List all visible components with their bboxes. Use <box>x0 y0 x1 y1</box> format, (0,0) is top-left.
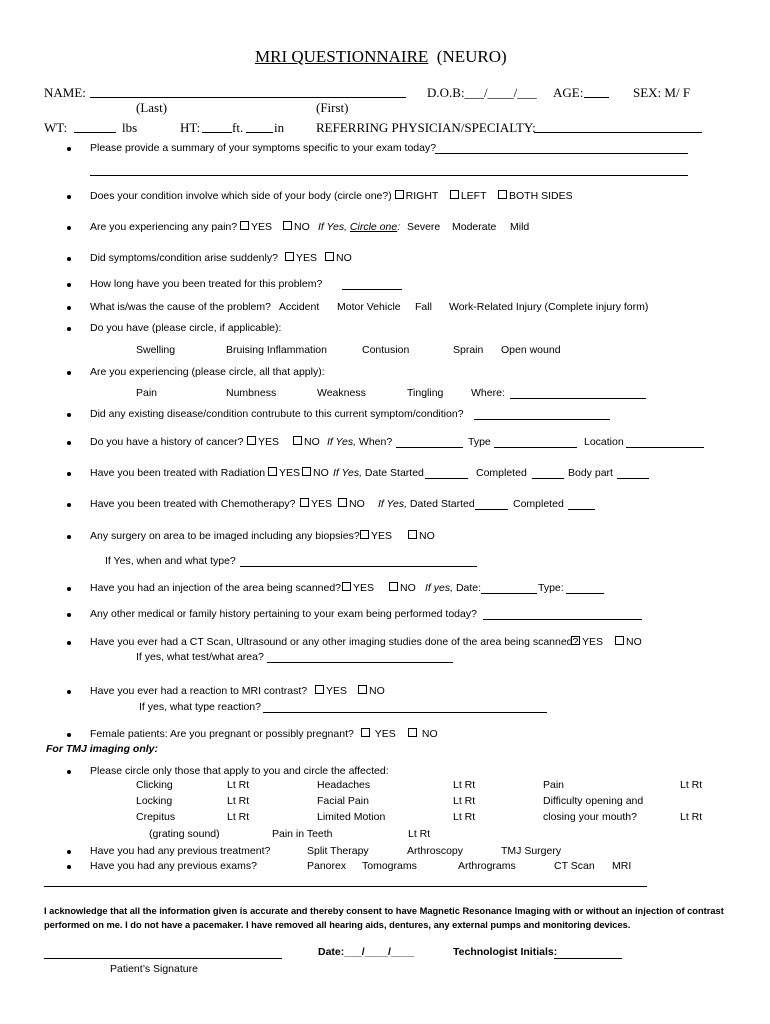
radiation-yes[interactable] <box>268 467 300 479</box>
cancer-location-field[interactable] <box>626 447 704 448</box>
history-question: Any other medical or family history pertaining to your exam being performed today? <box>90 608 477 620</box>
bullet <box>67 195 71 199</box>
tmj-closing-side[interactable]: Lt Rt <box>680 811 703 823</box>
sudden-question: Did symptoms/condition arise suddenly? <box>90 252 278 264</box>
radiation-completed-field[interactable] <box>532 478 564 479</box>
title-suffix: (NEURO) <box>436 47 507 66</box>
ct-question: Have you ever had a CT Scan, Ultrasound or any other imaging studies done of the area being scanned? <box>90 636 579 648</box>
contrast-what-label: If yes, what type reaction? <box>139 701 261 713</box>
prev-exams-question: Have you had any previous exams? <box>90 860 257 872</box>
exam-ct-scan[interactable]: CT Scan <box>554 860 595 872</box>
radiation-yes-checkbox[interactable] <box>268 467 277 476</box>
first-name-caption: (First) <box>316 100 349 115</box>
have-sprain[interactable]: Sprain <box>453 344 484 356</box>
contrast-no-label: NO <box>369 685 385 697</box>
bullet <box>67 865 71 869</box>
have-question: Do you have (please circle, if applicable): <box>90 322 282 334</box>
chemo-yes[interactable] <box>300 498 332 510</box>
tmj-heading: For TMJ imaging only: <box>46 743 158 755</box>
tmj-pain[interactable]: Pain <box>543 779 565 791</box>
sudden-no-label: NO <box>336 252 352 264</box>
surgery-yes-label: YES <box>371 530 393 542</box>
how-long-question: How long have you been treated for this problem? <box>90 278 323 290</box>
have-open-wound[interactable]: Open wound <box>501 344 561 356</box>
have-swelling[interactable]: Swelling <box>136 344 176 356</box>
left-label: LEFT <box>460 190 487 202</box>
cause-question: What is/was the cause of the problem? <box>90 301 271 313</box>
bullet <box>67 690 71 694</box>
injection-yes[interactable] <box>342 582 374 594</box>
referring-label: REFERRING PHYSICIAN/SPECIALTY: <box>316 120 536 135</box>
radiation-no-checkbox[interactable] <box>302 467 311 476</box>
surgery-yes[interactable] <box>360 530 392 542</box>
surgery-no-checkbox[interactable] <box>408 530 417 539</box>
bullet <box>67 472 71 476</box>
tmj-clicking-side[interactable]: Lt Rt <box>227 779 250 791</box>
bullet <box>67 371 71 375</box>
injection-yes-label: YES <box>353 582 375 594</box>
ct-yes[interactable] <box>571 636 603 648</box>
cause-motor-vehicle[interactable]: Motor Vehicle <box>337 301 401 313</box>
pain-moderate[interactable]: Moderate <box>452 221 497 233</box>
injection-no-label: NO <box>400 582 416 594</box>
sudden-no[interactable] <box>325 252 352 264</box>
treat-arthroscopy[interactable]: Arthroscopy <box>407 845 464 857</box>
age-field[interactable] <box>584 97 609 98</box>
cancer-no-label: NO <box>304 436 320 448</box>
contrast-no[interactable] <box>358 685 385 697</box>
tmj-closing[interactable]: closing your mouth? <box>543 811 637 823</box>
tmj-facial-pain[interactable]: Facial Pain <box>317 795 369 807</box>
ht-in-field[interactable] <box>246 132 273 133</box>
injection-date-label <box>425 582 481 594</box>
sudden-yes[interactable] <box>285 252 317 264</box>
cause-work-related[interactable]: Work-Related Injury (Complete injury form) <box>449 301 649 313</box>
pregnant-no-label: NO <box>421 728 438 740</box>
pain-yes[interactable] <box>240 221 272 233</box>
prev-treatment-question: Have you had any previous treatment? <box>90 845 271 857</box>
injection-no[interactable] <box>389 582 416 594</box>
disease-field[interactable] <box>474 419 610 420</box>
sex-label[interactable]: SEX: M/ F <box>633 85 691 100</box>
bullet <box>67 613 71 617</box>
radiation-no-label: NO <box>313 467 329 479</box>
symptoms-question: Please provide a summary of your symptoms specific to your exam today? <box>90 142 437 154</box>
ht-label: HT: <box>180 120 201 135</box>
bullet <box>67 413 71 417</box>
lbs-label: lbs <box>122 120 138 135</box>
name-field[interactable] <box>90 97 406 98</box>
if-yes-text: If Yes, <box>318 221 347 233</box>
signature-field[interactable] <box>44 958 282 959</box>
tmj-locking[interactable]: Locking <box>136 795 173 807</box>
cancer-yes-checkbox[interactable] <box>247 436 256 445</box>
exp-tingling[interactable]: Tingling <box>407 387 444 399</box>
sudden-yes-checkbox[interactable] <box>285 252 294 261</box>
pain-severe[interactable]: Severe <box>407 221 441 233</box>
tmj-headaches-side[interactable]: Lt Rt <box>453 779 476 791</box>
both-sides-checkbox[interactable] <box>498 190 507 199</box>
contrast-yes-checkbox[interactable] <box>315 685 324 694</box>
tmj-facial-side[interactable]: Lt Rt <box>453 795 476 807</box>
cancer-no[interactable] <box>293 436 320 448</box>
pregnant-no-checkbox[interactable] <box>408 728 417 737</box>
ct-what-field[interactable] <box>267 662 453 663</box>
surgery-question: Any surgery on area to be imaged including any biopsies? <box>90 530 360 542</box>
chemo-no-label: NO <box>349 498 365 510</box>
injection-no-checkbox[interactable] <box>389 582 398 591</box>
chemo-completed-label: Completed <box>513 498 564 510</box>
exam-panorex[interactable]: Panorex <box>307 860 347 872</box>
exp-weakness[interactable]: Weakness <box>317 387 366 399</box>
pregnant-yes-checkbox[interactable] <box>361 728 370 737</box>
radiation-completed-label: Completed <box>476 467 527 479</box>
exp-pain[interactable]: Pain <box>136 387 158 399</box>
symptoms-field[interactable] <box>435 153 688 154</box>
left-checkbox[interactable] <box>450 190 459 199</box>
pregnant-yes[interactable] <box>361 728 396 740</box>
title-text: MRI QUESTIONNAIRE <box>255 47 429 66</box>
chemo-yes-label: YES <box>311 498 333 510</box>
pain-yes-checkbox[interactable] <box>240 221 249 230</box>
radiation-date-text: Date Started <box>364 467 424 479</box>
experiencing-question: Are you experiencing (please circle, all that apply): <box>90 366 325 378</box>
tmj-clicking[interactable]: Clicking <box>136 779 173 791</box>
contrast-question: Have you ever had a reaction to MRI contrast? <box>90 685 308 697</box>
surgery-yes-checkbox[interactable] <box>360 530 369 539</box>
treat-tmj-surgery[interactable]: TMJ Surgery <box>501 845 562 857</box>
ht-ft-field[interactable] <box>202 132 232 133</box>
ct-what-label: If yes, what test/what area? <box>136 651 264 663</box>
tmj-difficulty[interactable]: Difficulty opening and <box>543 795 644 807</box>
pain-yes-label: YES <box>251 221 273 233</box>
cancer-yes-label: YES <box>258 436 280 448</box>
colon-text: : <box>397 221 401 233</box>
surgery-no[interactable] <box>408 530 435 542</box>
both-sides-label: BOTH SIDES <box>508 190 573 202</box>
acknowledgement-line-2: performed on me. I do not have a pacemaker. I have removed all hearing aids, dentures, any external pumps and monitoring devices. <box>44 920 631 930</box>
date-label[interactable]: Date:___/____/____ <box>318 946 415 958</box>
radiation-no[interactable] <box>302 467 329 479</box>
bullet <box>67 503 71 507</box>
chemo-no-checkbox[interactable] <box>338 498 347 507</box>
cancer-question: Do you have a history of cancer? <box>90 436 244 448</box>
tmj-teeth-side[interactable]: Lt Rt <box>408 828 431 840</box>
tmj-locking-side[interactable]: Lt Rt <box>227 795 250 807</box>
bullet <box>67 535 71 539</box>
ct-yes-checkbox[interactable] <box>571 636 580 645</box>
age-label: AGE: <box>553 85 584 100</box>
cancer-when-field[interactable] <box>396 447 463 448</box>
sudden-no-checkbox[interactable] <box>325 252 334 261</box>
disease-question: Did any existing disease/condition contrubute to this current symptom/condition? <box>90 408 464 420</box>
radiation-date-field[interactable] <box>425 478 468 479</box>
injection-if-yes: If yes, <box>425 582 454 594</box>
exp-where-label: Where: <box>471 387 505 399</box>
cancer-if-yes: If Yes, <box>327 436 356 448</box>
technologist-label: Technologist Initials: <box>453 946 558 958</box>
chemo-date-label <box>378 498 475 510</box>
bullet <box>67 441 71 445</box>
chemo-no[interactable] <box>338 498 365 510</box>
pain-no-checkbox[interactable] <box>283 221 292 230</box>
bullet <box>67 641 71 645</box>
contrast-what-field[interactable] <box>263 712 547 713</box>
exam-arthrograms[interactable]: Arthrograms <box>458 860 516 872</box>
bullet <box>67 283 71 287</box>
symptoms-field-2[interactable] <box>90 175 688 176</box>
pain-if-yes <box>318 221 400 233</box>
chemo-date-text: Dated Started <box>409 498 475 510</box>
right-label: RIGHT <box>405 190 439 202</box>
last-name-caption: (Last) <box>136 100 168 115</box>
exam-tomograms[interactable]: Tomograms <box>362 860 417 872</box>
history-field[interactable] <box>483 619 642 620</box>
name-label: NAME: <box>44 85 86 100</box>
pain-no[interactable] <box>283 221 310 233</box>
chemo-if-yes: If Yes, <box>378 498 407 510</box>
contrast-yes-label: YES <box>326 685 348 697</box>
cancer-when-label <box>327 436 392 448</box>
have-bruising-inflammation[interactable]: Bruising Inflammation <box>226 344 327 356</box>
right-checkbox[interactable] <box>395 190 404 199</box>
exam-mri[interactable]: MRI <box>612 860 632 872</box>
dob-label[interactable]: D.O.B:___/____/___ <box>427 85 537 100</box>
injection-date-text: Date: <box>455 582 482 594</box>
acknowledgement-line-1: I acknowledge that all the information given is accurate and thereby consent to have Magnetic Resonance Imaging with or without an injection of contrast <box>44 906 724 916</box>
sudden-yes-label: YES <box>296 252 318 264</box>
side-question <box>90 190 573 202</box>
bullet <box>67 850 71 854</box>
wt-field[interactable] <box>74 132 116 133</box>
signature-caption: Patient’s Signature <box>110 963 198 975</box>
ct-yes-label: YES <box>582 636 604 648</box>
cause-fall[interactable]: Fall <box>415 301 432 313</box>
bullet <box>67 733 71 737</box>
injection-type-label: Type: <box>538 582 564 594</box>
surgery-when-field[interactable] <box>240 566 477 567</box>
treat-splint[interactable]: Split Therapy <box>307 845 369 857</box>
bullet <box>67 770 71 774</box>
pain-no-label: NO <box>294 221 310 233</box>
bullet <box>67 257 71 261</box>
tmj-crepitus[interactable]: Crepitus <box>136 811 176 823</box>
chemo-question: Have you been treated with Chemotherapy? <box>90 498 296 510</box>
how-long-field[interactable] <box>342 289 402 290</box>
injection-type-field[interactable] <box>566 593 604 594</box>
surgery-when-label: If Yes, when and what type? <box>105 555 236 567</box>
cancer-type-label: Type <box>468 436 491 448</box>
cancer-location-label: Location <box>584 436 624 448</box>
exp-where-field[interactable] <box>510 398 646 399</box>
cancer-no-checkbox[interactable] <box>293 436 302 445</box>
bullet <box>67 306 71 310</box>
tmj-crepitus-side[interactable]: Lt Rt <box>227 811 250 823</box>
technologist-field[interactable] <box>554 958 622 959</box>
page-title <box>255 47 507 67</box>
exp-numbness[interactable]: Numbness <box>226 387 277 399</box>
chemo-date-field[interactable] <box>475 509 508 510</box>
chemo-yes-checkbox[interactable] <box>300 498 309 507</box>
contrast-no-checkbox[interactable] <box>358 685 367 694</box>
cause-accident[interactable]: Accident <box>279 301 320 313</box>
tmj-limited-motion[interactable]: Limited Motion <box>317 811 386 823</box>
ct-no-label: NO <box>626 636 642 648</box>
in-label: in <box>274 120 285 135</box>
contrast-yes[interactable] <box>315 685 347 697</box>
pregnant-yes-label: YES <box>374 728 396 740</box>
radiation-if-yes: If Yes, <box>333 467 362 479</box>
pregnant-question: Female patients: Are you pregnant or possibly pregnant? <box>90 728 354 740</box>
injection-question: Have you had an injection of the area being scanned? <box>90 582 342 594</box>
cancer-type-field[interactable] <box>494 447 577 448</box>
ft-label: ft. <box>232 120 244 135</box>
bullet <box>67 587 71 591</box>
radiation-yes-label: YES <box>279 467 301 479</box>
cancer-when-text: When? <box>358 436 393 448</box>
pain-mild[interactable]: Mild <box>510 221 530 233</box>
have-contusion[interactable]: Contusion <box>362 344 410 356</box>
bullet <box>67 147 71 151</box>
bullet <box>67 327 71 331</box>
radiation-body-label: Body part <box>568 467 613 479</box>
divider-line <box>44 886 647 887</box>
ct-no[interactable] <box>615 636 642 648</box>
chemo-completed-field[interactable] <box>568 509 595 510</box>
cancer-yes[interactable] <box>247 436 279 448</box>
tmj-headaches[interactable]: Headaches <box>317 779 371 791</box>
radiation-question: Have you been treated with Radiation <box>90 467 266 479</box>
radiation-date-label <box>333 467 424 479</box>
side-question-text: Does your condition involve which side of your body (circle one?) <box>90 190 392 202</box>
tmj-limited-side[interactable]: Lt Rt <box>453 811 476 823</box>
wt-label: WT: <box>44 120 68 135</box>
circle-one-text: Circle one <box>349 221 398 233</box>
injection-yes-checkbox[interactable] <box>342 582 351 591</box>
referring-field[interactable] <box>534 132 702 133</box>
radiation-body-field[interactable] <box>617 478 649 479</box>
ct-no-checkbox[interactable] <box>615 636 624 645</box>
pregnant-no[interactable] <box>408 728 438 740</box>
pain-question: Are you experiencing any pain? <box>90 221 238 233</box>
surgery-no-label: NO <box>419 530 435 542</box>
tmj-grating: (grating sound) <box>149 828 220 840</box>
tmj-circle-instruction: Please circle only those that apply to you and circle the affected: <box>90 765 389 777</box>
injection-date-field[interactable] <box>481 593 537 594</box>
bullet <box>67 226 71 230</box>
tmj-pain-side[interactable]: Lt Rt <box>680 779 703 791</box>
tmj-pain-in-teeth[interactable]: Pain in Teeth <box>272 828 333 840</box>
